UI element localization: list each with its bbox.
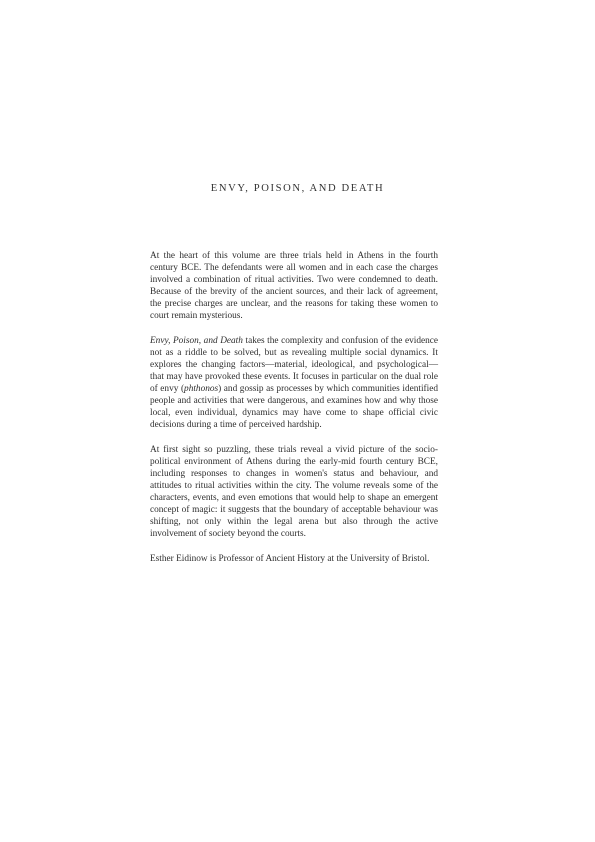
paragraph-2-part-1: takes the complexity and confusion of the evidence not as a riddle to be solved, but as revealing multiple social dynamics. It explores the changing factors—material, ideological, and psychological—that may have provoked these events. It focuses in particular on the dual role of envy ( xyxy=(150,335,438,395)
author-note xyxy=(150,553,438,565)
author-description: is Professor of Ancient History at the University of Bristol. xyxy=(207,553,430,564)
paragraph-2 xyxy=(150,335,438,432)
paragraph-2-part-2: ) and gossip as processes by which communities identified people and activities that were dangerous, and examines how and why those local, even individual, dynamics may have come to shape official civic decisions during a time of perceived hardship. xyxy=(150,384,438,431)
blurb-text xyxy=(150,250,438,577)
page-title: ENVY, POISON, AND DEATH xyxy=(210,183,385,194)
paragraph-1: At the heart of this volume are three trials held in Athens in the fourth century BCE. The defendants were all women and in each case the charges involved a combination of ritual activities. Two were condemned to death. Because of the brevity of the ancient sources, and their lack of agreement, the precise charges are unclear, and the reasons for taking these women to court remain mysterious. xyxy=(150,251,438,322)
author-name: Esther Eidinow xyxy=(150,553,208,564)
paragraph-3: At first sight so puzzling, these trials reveal a vivid picture of the socio-political environment of Athens during the early-mid fourth century BCE, including responses to changes in women's status and behaviour, and attitudes to ritual activities within the city. The volume reveals some of the characters, events, and even emotions that would help to shape an emergent concept of magic: it suggests that the boundary of acceptable behaviour was shifting, not only within the legal arena but also through the active involvement of society beyond the courts. xyxy=(150,444,438,540)
phthonos-italic: phthonos xyxy=(184,384,219,395)
book-title-italic: Envy, Poison, and Death xyxy=(150,335,243,346)
